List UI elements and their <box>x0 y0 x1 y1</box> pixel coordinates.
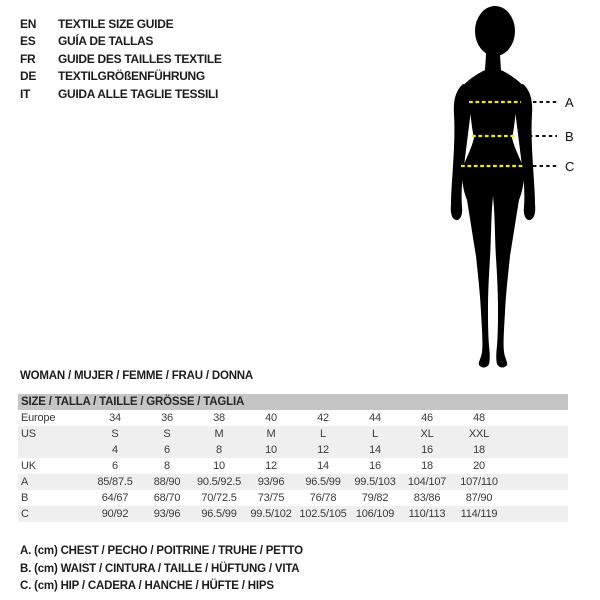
guide-title: GUIDA ALLE TAGLIE TESSILI <box>58 86 219 101</box>
size-cell: 10 <box>213 460 225 472</box>
guide-title: GUIDE DES TAILLES TEXTILE <box>58 51 222 66</box>
size-cell: 16 <box>421 444 433 456</box>
language-row <box>20 85 222 103</box>
size-cell: 85/87.5 <box>97 476 133 488</box>
marker-label-hip: C <box>565 159 575 174</box>
size-cell: S <box>111 428 119 440</box>
size-cell: L <box>320 428 326 440</box>
size-cell: 14 <box>317 460 329 472</box>
size-cell: L <box>372 428 378 440</box>
row-label: UK <box>21 460 36 472</box>
size-cell: 79/82 <box>361 492 389 504</box>
marker-label-waist: B <box>565 129 574 144</box>
row-label: Europe <box>21 412 56 424</box>
size-cell: 40 <box>265 412 277 424</box>
row-label: B <box>21 492 29 504</box>
size-cell: XL <box>420 428 434 440</box>
size-table <box>18 394 568 522</box>
size-table-header <box>18 394 568 410</box>
size-table-body <box>18 410 568 522</box>
size-cell: 46 <box>421 412 433 424</box>
size-cell: 114/119 <box>460 508 498 520</box>
size-cell: 104/107 <box>407 476 447 488</box>
legend-hip: C. (cm) HIP / CADERA / HANCHE / HÜFTE / HIPS <box>20 580 274 592</box>
size-cell: 90/92 <box>101 508 129 520</box>
size-cell: 70/72.5 <box>201 492 237 504</box>
size-cell: 83/86 <box>413 492 441 504</box>
language-row <box>20 33 222 51</box>
table-row <box>18 474 568 490</box>
size-cell: 90.5/92.5 <box>196 476 242 488</box>
size-cell: 96.5/99 <box>305 476 341 488</box>
size-cell: 4 <box>112 444 118 456</box>
measurement-legend <box>20 545 303 598</box>
marker-label-chest: A <box>565 95 574 110</box>
size-cell: 107/110 <box>460 476 498 488</box>
language-code: EN <box>20 16 37 31</box>
size-cell: M <box>266 428 276 440</box>
size-cell: 12 <box>265 460 277 472</box>
table-row <box>18 410 568 426</box>
legend-chest: A. (cm) CHEST / PECHO / POITRINE / TRUHE / PETTO <box>20 545 303 557</box>
table-row <box>18 506 568 522</box>
size-cell: 44 <box>369 412 381 424</box>
size-cell: 88/90 <box>153 476 181 488</box>
size-cell: 8 <box>164 460 170 472</box>
table-row <box>18 442 568 458</box>
language-code: DE <box>20 69 37 84</box>
size-cell: 8 <box>216 444 222 456</box>
table-row <box>18 490 568 506</box>
size-cell: 87/90 <box>465 492 493 504</box>
table-row <box>18 426 568 442</box>
size-cell: 6 <box>112 460 118 472</box>
section-title: WOMAN / MUJER / FEMME / FRAU / DONNA <box>20 370 254 382</box>
size-cell: 48 <box>473 412 485 424</box>
language-row <box>20 15 222 33</box>
size-cell: 73/75 <box>257 492 285 504</box>
size-cell: S <box>163 428 171 440</box>
size-cell: 20 <box>473 460 485 472</box>
size-cell: 10 <box>265 444 277 456</box>
size-cell: 93/96 <box>257 476 285 488</box>
row-label: C <box>21 508 29 520</box>
size-cell: 16 <box>369 460 381 472</box>
size-cell: 99.5/102 <box>250 508 292 520</box>
size-cell: 99.5/103 <box>354 476 396 488</box>
size-cell: 42 <box>317 412 329 424</box>
size-cell: XXL <box>468 428 490 440</box>
size-cell: 18 <box>473 444 485 456</box>
row-label: A <box>21 476 29 488</box>
legend-waist: B. (cm) WAIST / CINTURA / TAILLE / HÜFTUNG / VITA <box>20 562 300 575</box>
size-cell: 96.5/99 <box>201 508 237 520</box>
size-cell: 18 <box>421 460 433 472</box>
size-cell: 110/113 <box>408 508 446 520</box>
language-guide <box>20 15 222 103</box>
size-cell: 14 <box>369 444 381 456</box>
size-cell: 34 <box>109 412 121 424</box>
size-cell: 93/96 <box>153 508 181 520</box>
size-cell: 106/109 <box>355 508 395 520</box>
language-code: ES <box>20 34 36 49</box>
size-cell: 68/70 <box>153 492 181 504</box>
row-label: US <box>21 428 36 440</box>
woman-silhouette-svg <box>425 0 600 372</box>
guide-title: GUÍA DE TALLAS <box>58 34 154 49</box>
size-cell: M <box>214 428 224 440</box>
size-cell: 36 <box>161 412 173 424</box>
size-cell: 6 <box>164 444 170 456</box>
table-row <box>18 458 568 474</box>
size-cell: 76/78 <box>309 492 337 504</box>
guide-title: TEXTILGRÖßENFÜHRUNG <box>58 69 205 84</box>
measurement-figure <box>425 0 600 372</box>
size-cell: 102.5/105 <box>299 508 347 520</box>
size-cell: 38 <box>213 412 225 424</box>
guide-title: TEXTILE SIZE GUIDE <box>58 16 174 31</box>
language-code: IT <box>20 86 31 101</box>
size-cell: 64/67 <box>101 492 129 504</box>
language-row <box>20 50 222 68</box>
size-cell: 12 <box>317 444 329 456</box>
language-row <box>20 68 222 86</box>
language-code: FR <box>20 51 36 66</box>
size-table-header-label: SIZE / TALLA / TAILLE / GRÖSSE / TAGLIA <box>21 396 245 408</box>
